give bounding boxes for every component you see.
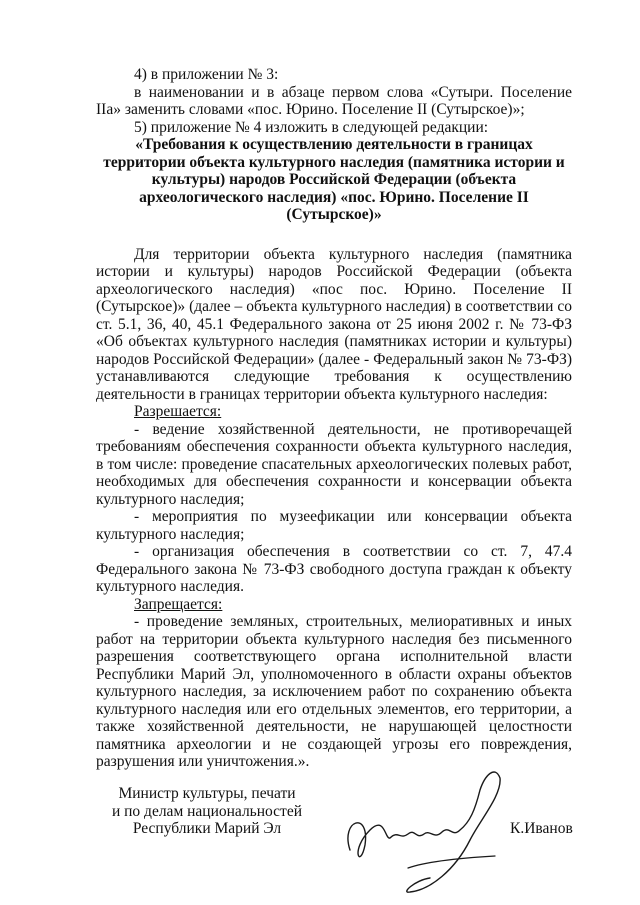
- paragraph-intro: Для территории объекта культурного наследия (памятника истории и культуры) народов Российской Федерации (объекта археологического наследия) «пос пос. Юрино. Поселение II (Сутырское)» (далее – объекта культурного наследия) в соответствии со ст. 5.1, 36, 40, 45.1 Федерального закона от 25 июня 2002 г. № 73-ФЗ «Об объектах культурного наследия (памятниках истории и культуры) народов Российской Федерации» (далее - Федеральный закон № 73-ФЗ) устанавливаются следующие требования к осуществлению деятельности в границах территории объекта культурного наследия:: [96, 245, 572, 403]
- allowed-item-1: - ведение хозяйственной деятельности, не противоречащей требованиям обеспечения сохранности объекта культурного наследия, в том числе: проведение спасательных археологических полевых работ, необходимых для обеспечения сохранности и консервации объекта культурного наследия;: [96, 420, 572, 508]
- intro-item-4: 4) в приложении № 3:: [134, 66, 279, 83]
- allowed-title: Разрешается:: [134, 403, 222, 420]
- signatory-position: [107, 785, 307, 838]
- position-line-1: Министр культуры, печати: [118, 785, 296, 802]
- forbidden-item-1: - проведение земляных, строительных, мелиоративных и иных работ на территории объекта культурного наследия без письменного разрешения соответствующего органа исполнительной власти Республики Марий Эл, уполномоченного в области охраны объектов культурного наследия, за исключением работ по сохранению объекта культурного наследия или его отдельных элементов, его территории, а также хозяйственной деятельности, не нарушающей целостности памятника археологии и не создающей угрозы его повреждения, разрушения или уничтожения.».: [96, 613, 572, 770]
- document-body: [96, 66, 572, 771]
- intro-item-4-text: в наименовании и в абзаце первом слова «Сутыри. Поселение IIа» заменить словами «пос. Юрино. Поселение II (Сутырское)»;: [96, 83, 572, 118]
- position-line-2: и по делам национальностей: [111, 802, 303, 820]
- allowed-item-2: - мероприятия по музеефикации или консервации объекта культурного наследия;: [96, 508, 572, 543]
- position-line-3: Республики Марий Эл: [132, 820, 282, 837]
- allowed-item-3: - организация обеспечения в соответствии со ст. 7, 47.4 Федерального закона № 73-ФЗ свободного доступа граждан к объекту культурного наследия.: [96, 543, 572, 595]
- signatory-name: К.Иванов: [510, 820, 573, 837]
- forbidden-title: Запрещается:: [134, 595, 223, 613]
- handwritten-signature: [330, 760, 520, 900]
- document-heading: «Требования к осуществлению деятельности в границах территории объекта культурного наследия (памятника истории и культуры) народов Российской Федерации (объекта археологического наследия) «пос. Юрино. Поселение II (Сутырское)»: [103, 136, 565, 223]
- intro-item-5: 5) приложение № 4 изложить в следующей редакции:: [134, 118, 489, 136]
